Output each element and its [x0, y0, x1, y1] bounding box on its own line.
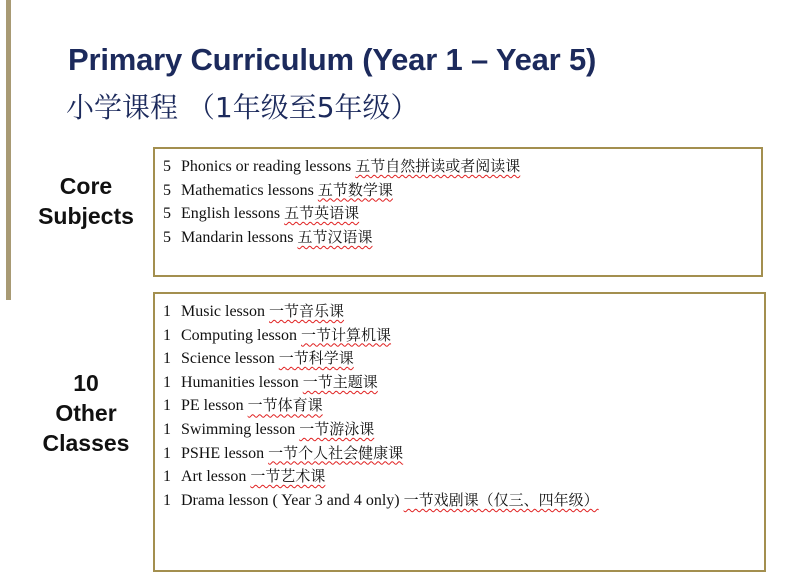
lesson-name: Swimming lesson	[181, 420, 296, 438]
list-item	[163, 465, 756, 489]
lesson-name: Computing lesson	[181, 326, 298, 344]
lesson-name-chinese: 一节音乐课	[269, 302, 345, 320]
lesson-name-chinese: 一节游泳课	[299, 419, 375, 438]
label-line: Other	[55, 400, 117, 426]
lesson-count: 1	[163, 491, 171, 509]
list-item	[163, 442, 756, 466]
list-item	[163, 418, 756, 442]
list-item	[163, 226, 753, 250]
lesson-count: 1	[163, 350, 171, 368]
list-item	[163, 179, 753, 203]
lesson-name-chinese: 一节科学课	[278, 349, 354, 368]
lesson-count: 1	[163, 373, 171, 391]
lesson-name: Mathematics lessons	[181, 181, 314, 199]
lesson-name-chinese: 五节英语课	[284, 204, 360, 223]
lesson-count: 5	[163, 228, 171, 246]
list-item	[163, 489, 756, 513]
lesson-name-chinese: 一节个人社会健康课	[268, 443, 404, 462]
core-subjects-label	[20, 171, 152, 231]
lesson-name-chinese: 五节数学课	[317, 180, 393, 199]
list-item	[163, 394, 756, 418]
lesson-name: PE lesson	[181, 397, 244, 415]
lesson-name-chinese: 五节汉语课	[297, 227, 373, 246]
list-item	[163, 202, 753, 226]
lesson-name: Mandarin lessons	[181, 228, 294, 246]
list-item	[163, 155, 753, 179]
lesson-name-chinese: 一节艺术课	[250, 467, 326, 486]
other-classes-label	[20, 368, 152, 458]
lesson-count: 1	[163, 397, 171, 415]
lesson-name: Science lesson	[181, 350, 275, 368]
list-item	[163, 324, 756, 348]
lesson-name: English lessons	[181, 205, 281, 223]
label-line: 10	[73, 370, 99, 396]
lesson-name: PSHE lesson	[181, 444, 265, 462]
accent-bar	[6, 0, 11, 300]
lesson-name-chinese: 一节主题课	[302, 372, 378, 391]
lesson-name: Drama lesson ( Year 3 and 4 only)	[181, 491, 400, 509]
lesson-count: 1	[163, 326, 171, 344]
lesson-name-chinese: 一节计算机课	[301, 325, 392, 344]
lesson-name-chinese: 一节戏剧课（仅三、四年级）	[403, 490, 599, 509]
page-title-chinese: 小学课程 （1年级至5年级）	[66, 91, 419, 124]
label-line: Classes	[42, 430, 130, 456]
lesson-count: 5	[163, 181, 171, 199]
list-item	[163, 371, 756, 395]
lesson-count: 1	[163, 468, 171, 486]
lesson-name: Humanities lesson	[181, 373, 299, 391]
lesson-count: 1	[163, 303, 171, 320]
core-subjects-box[interactable]	[153, 147, 763, 277]
lesson-count: 1	[163, 420, 171, 438]
lesson-count: 5	[163, 158, 171, 175]
page-title: Primary Curriculum (Year 1 – Year 5)	[68, 42, 597, 77]
label-line: Subjects	[38, 203, 134, 229]
lesson-name: Art lesson	[181, 468, 247, 486]
list-item	[163, 347, 756, 371]
lesson-name: Phonics or reading lessons	[181, 158, 352, 175]
other-classes-box[interactable]	[153, 292, 766, 572]
lesson-name-chinese: 五节自然拼读或者阅读课	[355, 157, 521, 175]
lesson-name-chinese: 一节体育课	[247, 396, 323, 415]
list-item	[163, 300, 756, 324]
label-line: Core	[59, 173, 113, 199]
lesson-name: Music lesson	[181, 303, 265, 320]
lesson-count: 5	[163, 205, 171, 223]
lesson-count: 1	[163, 444, 171, 462]
